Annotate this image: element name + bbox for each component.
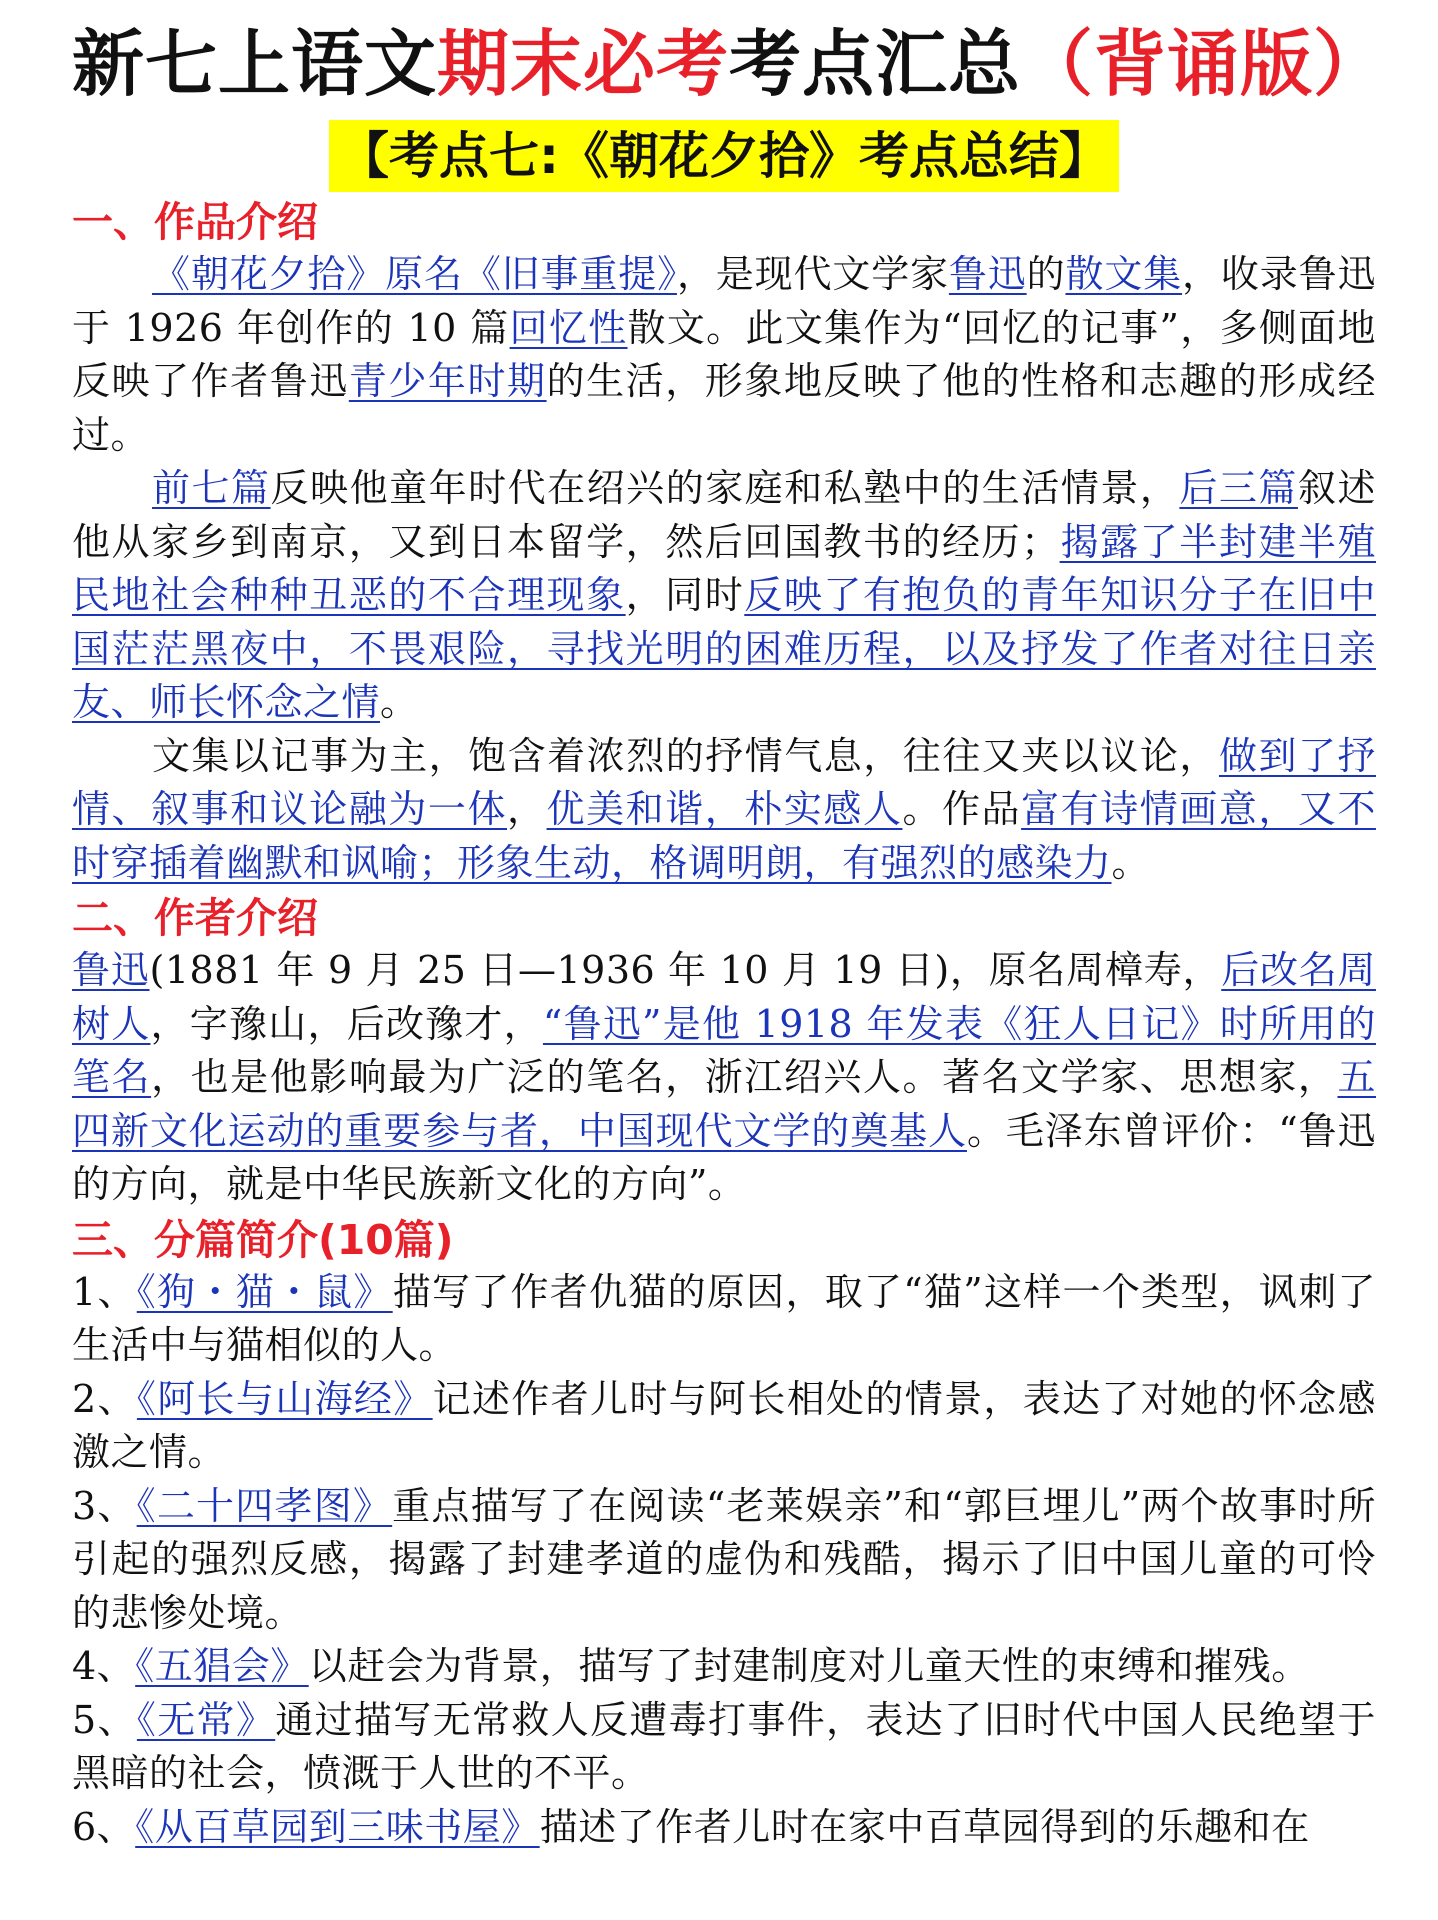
text-span: ，字豫山，后改豫才， xyxy=(150,1001,543,1046)
section-heading-author-intro: 二、作者介绍 xyxy=(72,894,318,942)
text-span: 的 xyxy=(1026,252,1066,296)
item-number: 5、 xyxy=(72,1697,137,1742)
item-number: 1、 xyxy=(72,1269,137,1314)
text-span: 。 xyxy=(380,680,419,724)
text-span: ， xyxy=(507,787,547,831)
list-item xyxy=(72,1266,1376,1373)
list-item xyxy=(72,1373,1376,1480)
highlight-book-names: 《朝花夕拾》原名《旧事重提》 xyxy=(152,252,677,296)
highlight-youth: 青少年时期 xyxy=(348,359,547,403)
highlight-may-fourth: 五四新文化运动的重要参与者，中国现代文学的奠基人 xyxy=(72,1055,1376,1153)
list-item xyxy=(72,1694,1376,1801)
page-title xyxy=(72,14,1387,114)
title-part-2: 期末必考 xyxy=(437,22,730,106)
highlight-first-seven: 前七篇 xyxy=(152,466,271,510)
text-span: 。毛泽东曾评价：“鲁迅的方向，就是中华民族新文化的方向”。 xyxy=(72,1108,1376,1206)
text-span: 叙述他从家乡到南京，又到日本留学，然后回国教书的经历； xyxy=(72,466,1376,564)
list-item xyxy=(72,1640,1376,1694)
title-part-1: 新七上语文 xyxy=(72,22,438,106)
item-text: 描述了作者儿时在家中百草园得到的乐趣和在 xyxy=(539,1804,1310,1849)
item-number: 2、 xyxy=(72,1376,137,1421)
highlight-author: 鲁迅 xyxy=(948,252,1027,296)
text-span: 。 xyxy=(1111,840,1151,885)
highlight-renamed: 后改名周树人 xyxy=(72,948,1376,1046)
list-item xyxy=(72,1480,1376,1641)
title-part-4: （背诵版） xyxy=(1021,22,1387,106)
section-heading-chapter-summaries: 三、分篇简介(10篇) xyxy=(72,1215,454,1264)
item-title: 《无常》 xyxy=(136,1697,276,1742)
highlight-last-three: 后三篇 xyxy=(1179,466,1298,510)
text-span: ，同时 xyxy=(625,573,745,617)
item-number: 3、 xyxy=(72,1483,137,1528)
text-span: ，是现代文学家 xyxy=(676,252,949,296)
text-span: (1881 年 9 月 25 日—1936 年 10 月 19 日)，原名周樟寿， xyxy=(149,948,1222,992)
item-number: 6、 xyxy=(72,1804,136,1849)
highlight-harmony: 优美和谐，朴实感人 xyxy=(546,787,903,831)
highlight-reflect: 反映了有抱负的青年知识分子在旧中国茫茫黑夜中，不畏艰险，寻找光明的困难历程，以及抒发了作者对往日亲友、师长怀念之情 xyxy=(72,573,1376,724)
paragraph-work-overview xyxy=(72,248,1376,462)
page-subtitle: 【考点七:《朝花夕拾》考点总结】 xyxy=(329,120,1119,192)
paragraph-work-structure xyxy=(72,462,1376,730)
list-item xyxy=(72,1801,1376,1855)
highlight-expose: 揭露了半封建半殖民地社会种种丑恶的不合理现象 xyxy=(72,519,1376,617)
item-text: 以赶会为背景，描写了封建制度对儿童天性的束缚和摧残。 xyxy=(308,1644,1310,1688)
title-part-3: 考点汇总 xyxy=(729,22,1022,106)
text-span: 散文。此文集作为“回忆的记事”，多侧面地反映了作者鲁迅 xyxy=(72,305,1376,403)
highlight-integration: 做到了抒情、叙事和议论融为一体 xyxy=(72,733,1376,831)
item-text: 重点描写了在阅读“老莱娱亲”和“郭巨埋儿”两个故事时所引起的强烈反感，揭露了封建孝道的虚伪和残酷，揭示了旧中国儿童的可怜的悲惨处境。 xyxy=(72,1483,1376,1635)
text-span: 的生活，形象地反映了他的性格和志趣的形成经过。 xyxy=(72,359,1376,457)
highlight-author-name: 鲁迅 xyxy=(72,948,150,992)
item-title: 《狗・猫・鼠》 xyxy=(136,1269,393,1314)
section-heading-work-intro: 一、作品介绍 xyxy=(72,198,318,246)
highlight-penname: “鲁迅”是他 1918 年发表《狂人日记》时所用的笔名 xyxy=(72,1001,1376,1099)
item-text: 描写了作者仇猫的原因，取了“猫”这样一个类型，讽刺了生活中与猫相似的人。 xyxy=(72,1269,1376,1367)
subtitle-wrap xyxy=(72,120,1376,194)
item-title: 《从百草园到三味书屋》 xyxy=(135,1804,540,1849)
paragraph-work-style xyxy=(72,730,1376,891)
item-title: 《阿长与山海经》 xyxy=(136,1376,433,1421)
item-number: 4、 xyxy=(72,1644,136,1688)
text-span: 反映他童年时代在绍兴的家庭和私塾中的生活情景， xyxy=(270,466,1180,510)
paragraph-author xyxy=(72,944,1376,1212)
item-text: 通过描写无常救人反遭毒打事件，表达了旧时代中国人民绝望于黑暗的社会，愤溉于人世的不平。 xyxy=(72,1697,1376,1795)
item-title: 《二十四孝图》 xyxy=(136,1483,393,1528)
highlight-genre: 散文集 xyxy=(1065,252,1183,296)
text-span: ，收录鲁迅于 1926 年创作的 10 篇 xyxy=(72,252,1376,350)
highlight-recollective: 回忆性 xyxy=(509,305,628,350)
item-title: 《五猖会》 xyxy=(135,1644,309,1688)
item-text: 记述作者儿时与阿长相处的情景，表达了对她的怀念感激之情。 xyxy=(72,1376,1376,1474)
text-span: ，也是他影响最为广泛的笔名，浙江绍兴人。著名文学家、思想家， xyxy=(151,1055,1338,1099)
text-span: 。作品 xyxy=(902,787,1022,831)
text-span: 文集以记事为主，饱含着浓烈的抒情气息，往往又夹以议论， xyxy=(152,733,1219,778)
highlight-poetic: 富有诗情画意，又不时穿插着幽默和讽喻；形象生动，格调明朗，有强烈的感染力 xyxy=(72,787,1376,885)
